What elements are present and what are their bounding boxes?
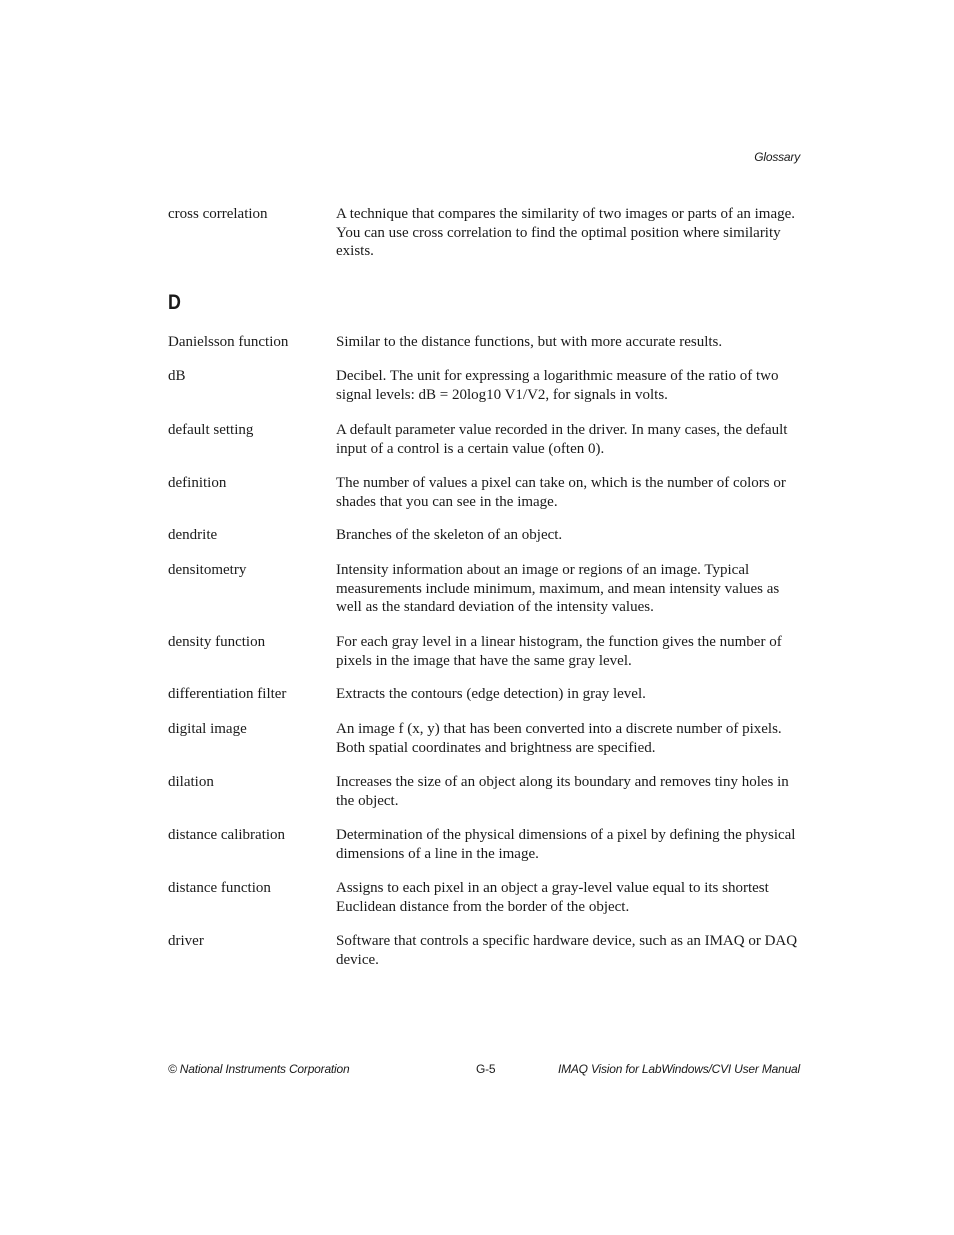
glossary-term: Danielsson function bbox=[168, 334, 289, 350]
glossary-definition: Increases the size of an object along its boundary and removes tiny holes in the object. bbox=[336, 774, 789, 809]
glossary-entry bbox=[168, 421, 800, 458]
glossary-term: definition bbox=[168, 475, 227, 491]
glossary-term: digital image bbox=[168, 721, 247, 737]
glossary-entry bbox=[168, 561, 800, 617]
glossary-term: cross correlation bbox=[168, 206, 268, 222]
glossary-definition: Decibel. The unit for expressing a logarithmic measure of the ratio of two signal levels: dB = 20log10 V1/V2, for signals in volts. bbox=[336, 368, 779, 403]
glossary-term: default setting bbox=[168, 422, 254, 438]
glossary-entry bbox=[168, 333, 800, 352]
glossary-term: density function bbox=[168, 634, 266, 650]
page-number: G-5 bbox=[476, 1062, 496, 1076]
glossary-entry bbox=[168, 633, 800, 670]
glossary-entry bbox=[168, 826, 800, 863]
glossary-definition: Branches of the skeleton of an object. bbox=[336, 527, 563, 543]
glossary-term: driver bbox=[168, 933, 204, 949]
glossary-definition: Similar to the distance functions, but with more accurate results. bbox=[336, 334, 723, 350]
glossary-term: dB bbox=[168, 368, 186, 384]
glossary-entry bbox=[168, 720, 800, 757]
glossary-term: dendrite bbox=[168, 527, 218, 543]
glossary-entry bbox=[168, 685, 800, 704]
footer-copyright: © National Instruments Corporation bbox=[168, 1062, 350, 1076]
running-header: Glossary bbox=[754, 150, 800, 164]
glossary-definition: Intensity information about an image or regions of an image. Typical measurements include minimum, maximum, and mean intensity values as well as the standard deviation of the intensity values. bbox=[336, 562, 780, 616]
section-heading: D bbox=[168, 291, 181, 314]
glossary-entry bbox=[168, 205, 800, 261]
glossary-entry bbox=[168, 932, 800, 969]
glossary-term: distance calibration bbox=[168, 827, 286, 843]
glossary-definition: Determination of the physical dimensions of a pixel by defining the physical dimensions of a line in the image. bbox=[336, 827, 796, 862]
glossary-definition: A technique that compares the similarity of two images or parts of an image. You can use cross correlation to find the optimal position where similarity exists. bbox=[336, 206, 796, 260]
glossary-entry bbox=[168, 526, 800, 545]
glossary-definition: For each gray level in a linear histogram, the function gives the number of pixels in the image that have the same gray level. bbox=[336, 634, 782, 669]
glossary-definition: Software that controls a specific hardware device, such as an IMAQ or DAQ device. bbox=[336, 933, 798, 968]
footer-manual-title: IMAQ Vision for LabWindows/CVI User Manual bbox=[557, 1062, 800, 1076]
glossary-entry bbox=[168, 367, 800, 404]
glossary-definition: A default parameter value recorded in the driver. In many cases, the default input of a control is a certain value (often 0). bbox=[336, 422, 788, 457]
glossary-entry bbox=[168, 773, 800, 810]
glossary-term: densitometry bbox=[168, 562, 247, 578]
glossary-term: distance function bbox=[168, 880, 271, 896]
glossary-term: differentiation filter bbox=[168, 686, 287, 702]
glossary-definition: Extracts the contours (edge detection) in gray level. bbox=[336, 686, 646, 702]
glossary-definition: Assigns to each pixel in an object a gray-level value equal to its shortest Euclidean distance from the border of the object. bbox=[336, 880, 769, 915]
glossary-entry bbox=[168, 879, 800, 916]
glossary-term: dilation bbox=[168, 774, 214, 790]
glossary-definition: An image f (x, y) that has been converted into a discrete number of pixels. Both spatial coordinates and brightness are specified. bbox=[336, 721, 782, 756]
glossary-definition: The number of values a pixel can take on, which is the number of colors or shades that you can see in the image. bbox=[336, 475, 786, 510]
glossary-entry bbox=[168, 474, 800, 511]
